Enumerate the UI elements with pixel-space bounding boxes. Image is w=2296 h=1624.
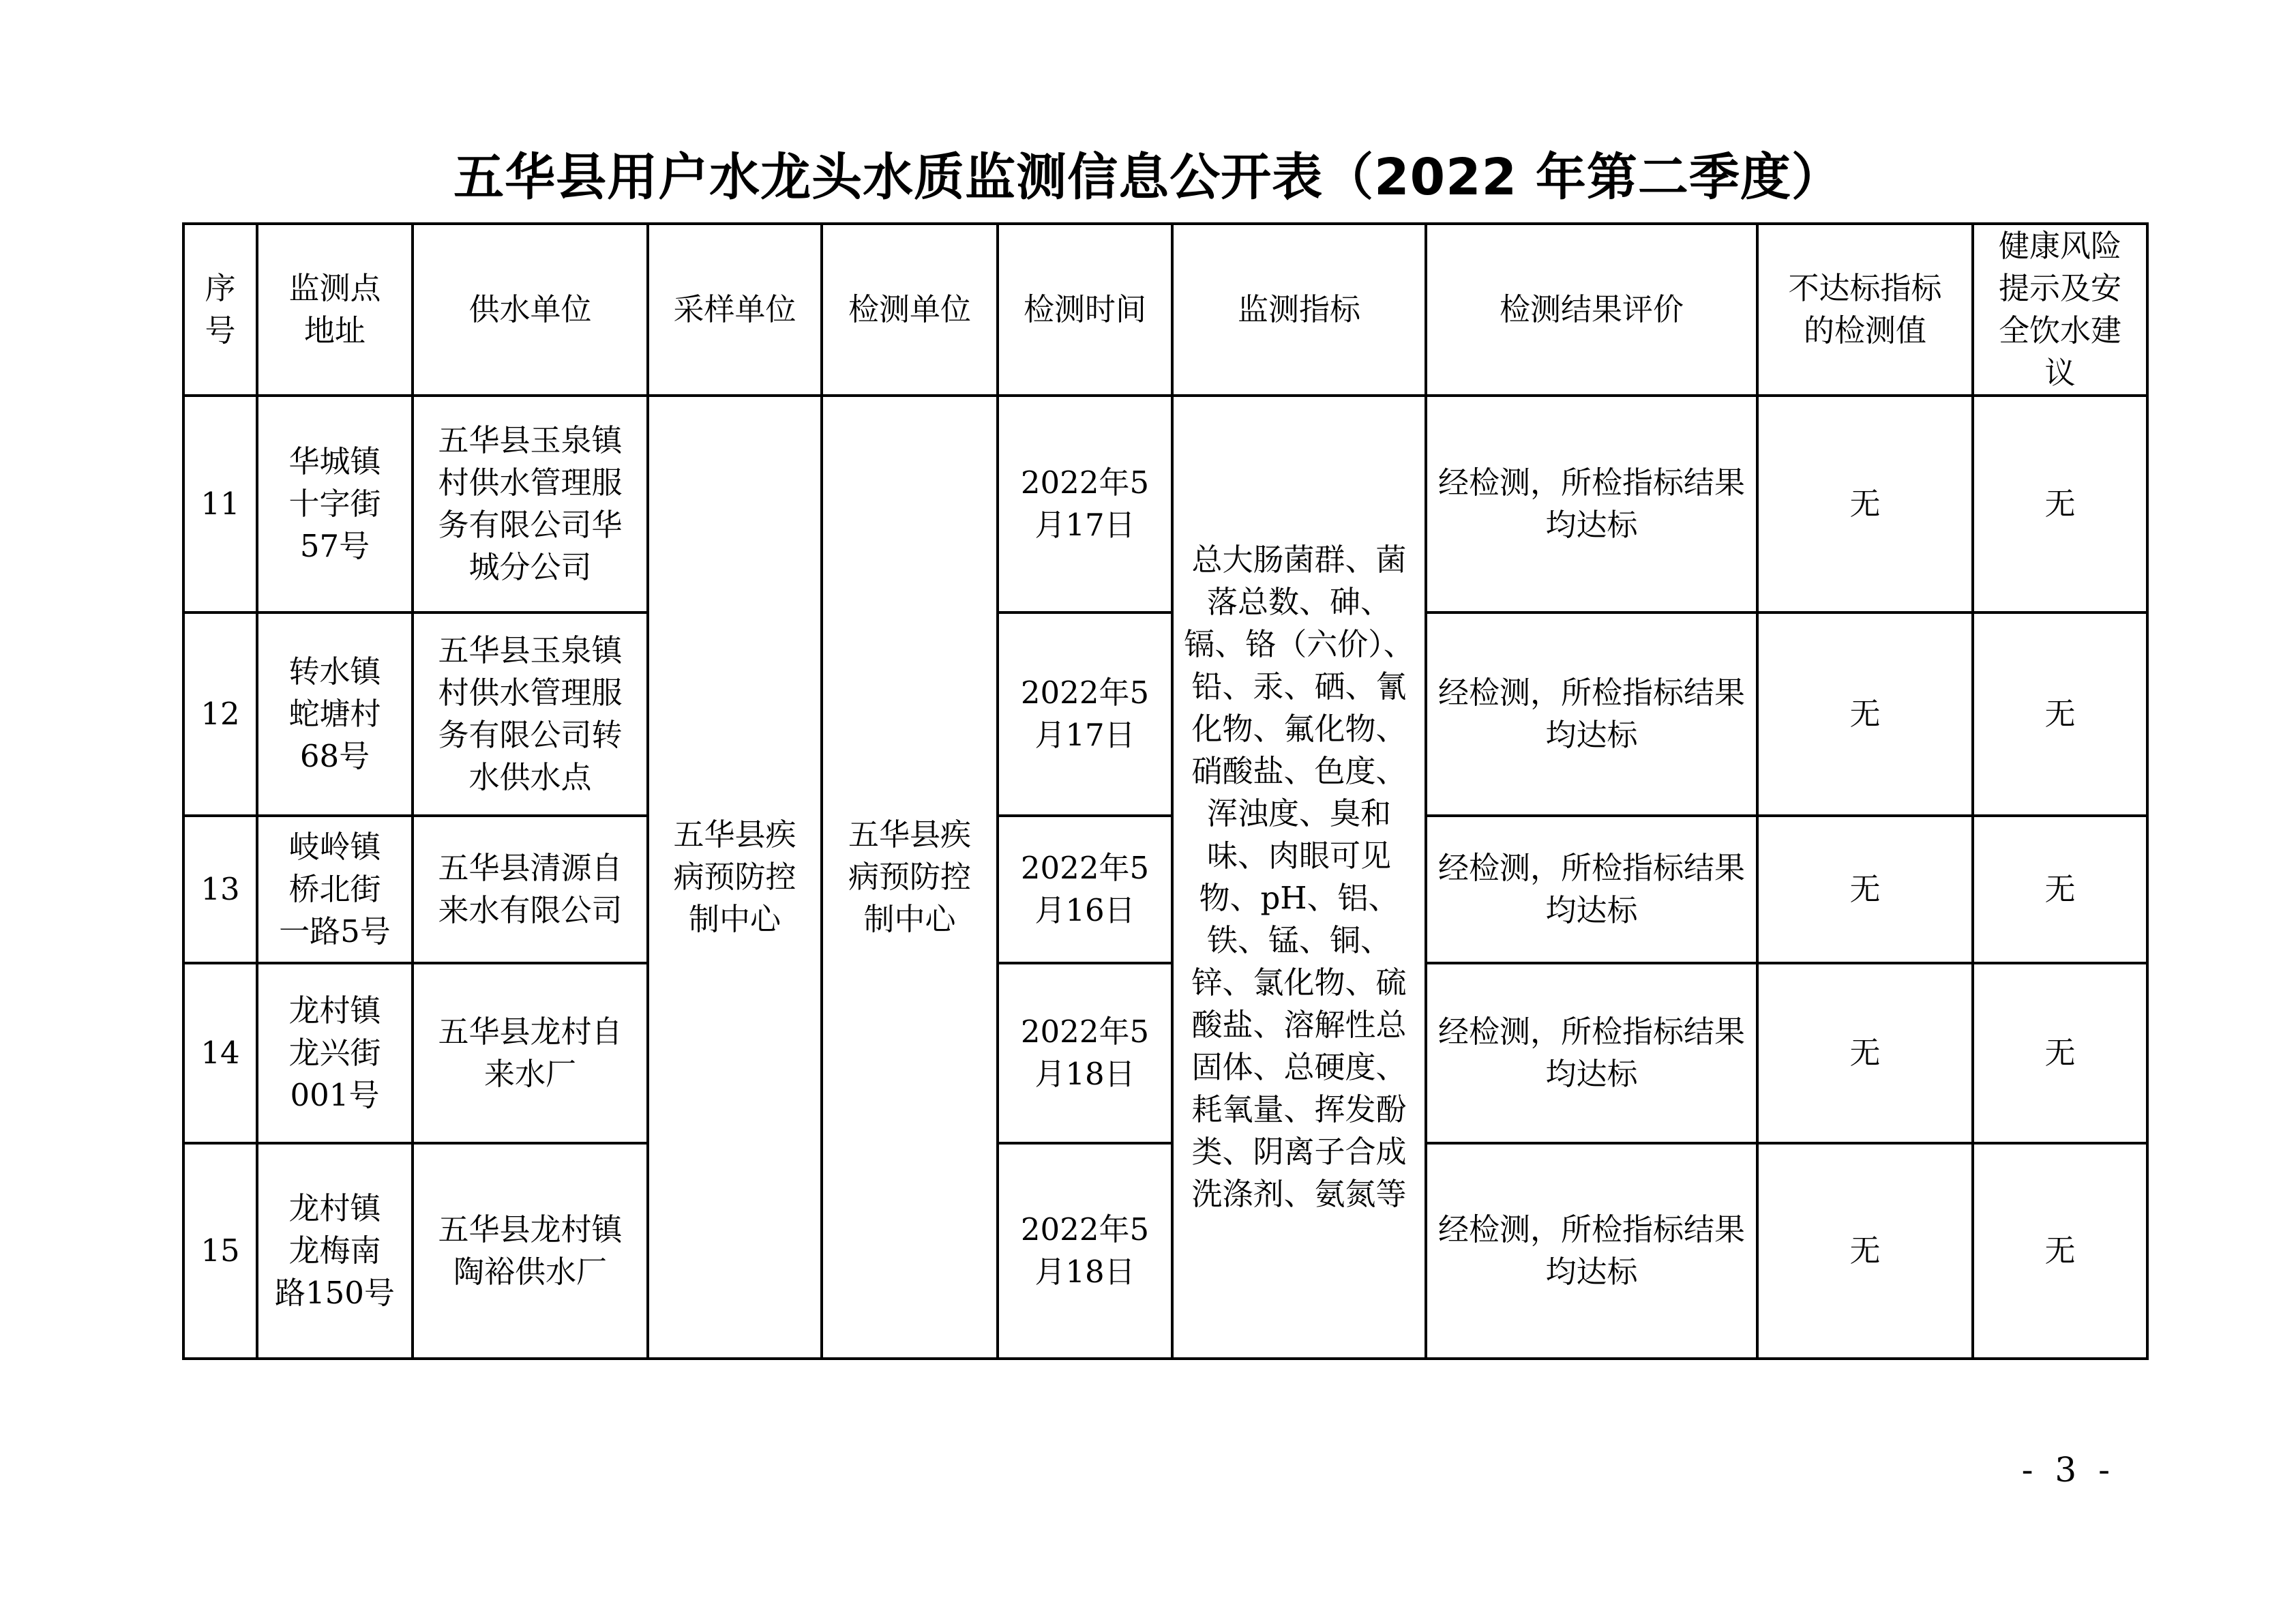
header-tester: 检测单位	[822, 224, 998, 396]
cell-advice: 无	[1973, 612, 2147, 816]
table-row	[183, 612, 2147, 816]
cell-test-time: 2022年5月18日	[998, 963, 1172, 1143]
header-sampler: 采样单位	[648, 224, 822, 396]
cell-seq: 11	[183, 396, 257, 612]
cell-test-time: 2022年5月18日	[998, 1143, 1172, 1359]
cell-address: 龙村镇龙梅南路150号	[257, 1143, 413, 1359]
cell-advice: 无	[1973, 816, 2147, 963]
cell-tester: 五华县疾病预防控制中心	[822, 396, 998, 1359]
table-row	[183, 1143, 2147, 1359]
cell-evaluation: 经检测，所检指标结果均达标	[1426, 396, 1757, 612]
cell-sampler: 五华县疾病预防控制中心	[648, 396, 822, 1359]
cell-supplier: 五华县清源自来水有限公司	[413, 816, 648, 963]
header-failed-values: 不达标指标的检测值	[1757, 224, 1973, 396]
table-header-row	[183, 224, 2147, 396]
cell-evaluation: 经检测，所检指标结果均达标	[1426, 1143, 1757, 1359]
header-supplier: 供水单位	[413, 224, 648, 396]
header-indicators: 监测指标	[1172, 224, 1426, 396]
header-advice: 健康风险提示及安全饮水建议	[1973, 224, 2147, 396]
cell-advice: 无	[1973, 1143, 2147, 1359]
water-quality-table	[182, 222, 2149, 1360]
cell-indicators: 总大肠菌群、菌落总数、砷、镉、铬（六价）、铅、汞、硒、氰化物、氟化物、硝酸盐、色度、浑浊度、臭和味、肉眼可见物、pH、铝、铁、锰、铜、锌、氯化物、硫酸盐、溶解性总固体、总硬度、耗氧量、挥发酚类、阴离子合成洗涤剂、氨氮等	[1172, 396, 1426, 1359]
cell-supplier: 五华县玉泉镇村供水管理服务有限公司华城分公司	[413, 396, 648, 612]
cell-failed-values: 无	[1757, 1143, 1973, 1359]
cell-advice: 无	[1973, 963, 2147, 1143]
cell-supplier: 五华县龙村自来水厂	[413, 963, 648, 1143]
header-address: 监测点地址	[257, 224, 413, 396]
cell-evaluation: 经检测，所检指标结果均达标	[1426, 612, 1757, 816]
cell-address: 龙村镇龙兴街001号	[257, 963, 413, 1143]
header-test-time: 检测时间	[998, 224, 1172, 396]
cell-seq: 12	[183, 612, 257, 816]
page-title: 五华县用户水龙头水质监测信息公开表（2022 年第二季度）	[453, 148, 1843, 207]
cell-evaluation: 经检测，所检指标结果均达标	[1426, 816, 1757, 963]
table-row	[183, 963, 2147, 1143]
cell-seq: 13	[183, 816, 257, 963]
cell-advice: 无	[1973, 396, 2147, 612]
cell-address: 转水镇蛇塘村68号	[257, 612, 413, 816]
cell-supplier: 五华县玉泉镇村供水管理服务有限公司转水供水点	[413, 612, 648, 816]
table-row	[183, 816, 2147, 963]
cell-seq: 14	[183, 963, 257, 1143]
cell-failed-values: 无	[1757, 816, 1973, 963]
cell-supplier: 五华县龙村镇陶裕供水厂	[413, 1143, 648, 1359]
cell-test-time: 2022年5月17日	[998, 612, 1172, 816]
header-evaluation: 检测结果评价	[1426, 224, 1757, 396]
cell-address: 华城镇十字街57号	[257, 396, 413, 612]
cell-failed-values: 无	[1757, 396, 1973, 612]
cell-evaluation: 经检测，所检指标结果均达标	[1426, 963, 1757, 1143]
cell-failed-values: 无	[1757, 963, 1973, 1143]
page-number: - 3 -	[2021, 1450, 2115, 1490]
cell-failed-values: 无	[1757, 612, 1973, 816]
table-row	[183, 396, 2147, 612]
cell-test-time: 2022年5月16日	[998, 816, 1172, 963]
header-seq: 序号	[183, 224, 257, 396]
cell-address: 岐岭镇桥北街一路5号	[257, 816, 413, 963]
cell-seq: 15	[183, 1143, 257, 1359]
cell-test-time: 2022年5月17日	[998, 396, 1172, 612]
